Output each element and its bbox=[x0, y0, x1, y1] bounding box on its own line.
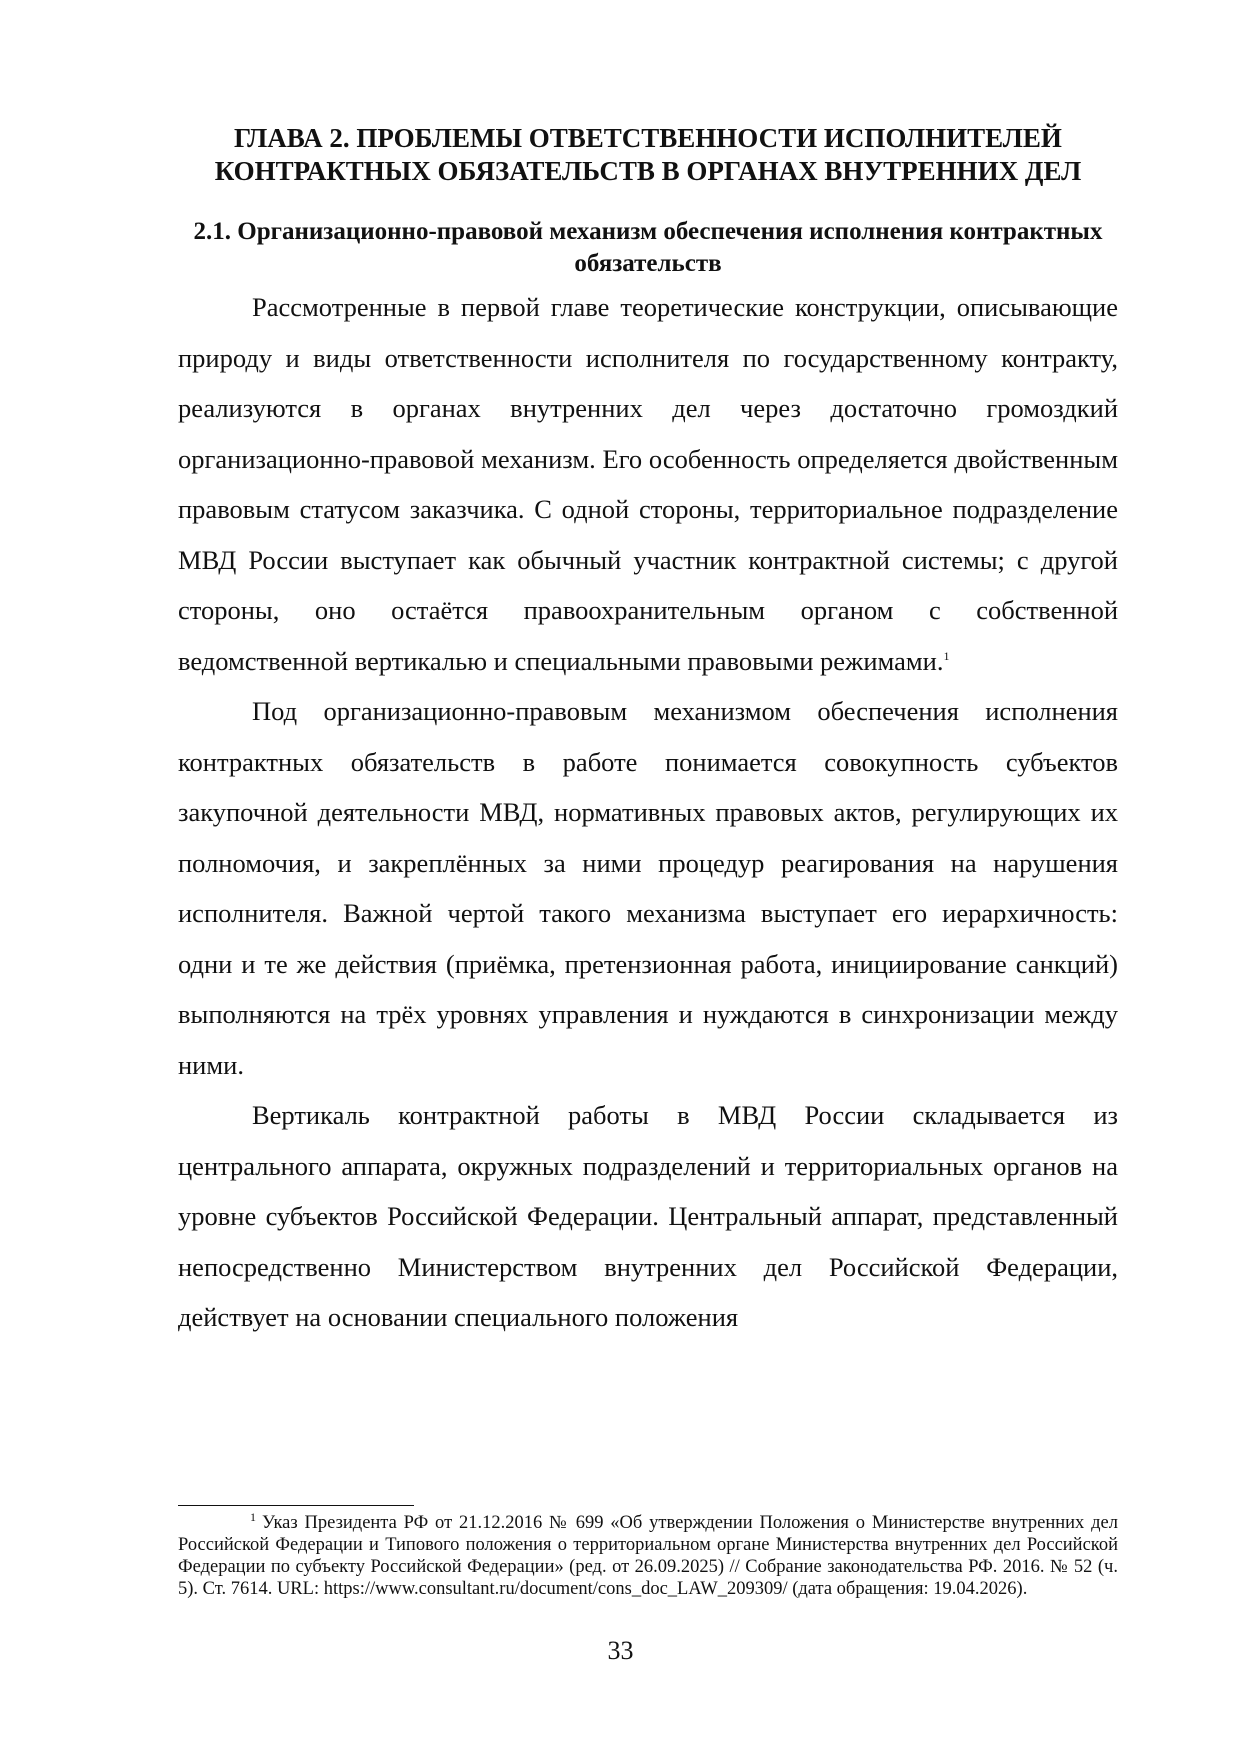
paragraph-1 bbox=[178, 282, 1118, 686]
section-title: 2.1. Организационно-правовой механизм обеспечения исполнения контрактных обязательств bbox=[193, 218, 1103, 277]
paragraph-2: Под организационно-правовым механизмом обеспечения исполнения контрактных обязательств в работе понимается совокупность субъектов закупочной деятельности МВД, нормативных правовых актов, регулирующих их полномочия, и закреплённых за ними процедур реагирования на нарушения исполнителя. Важной чертой такого механизма выступает его иерархичность: одни и те же действия (приёмка, претензионная работа, инициирование санкций) выполняются на трёх уровнях управления и нуждаются в синхронизации между ними. bbox=[178, 696, 1118, 1080]
footnote-mark: 1 bbox=[250, 1509, 256, 1524]
paragraph-3: Вертикаль контрактной работы в МВД России складывается из центрального аппарата, окружных подразделений и территориальных органов на уровне субъектов Российской Федерации. Центральный аппарат, представленный непосредственно Министерством внутренних дел Российской Федерации, действует на основании специального положения bbox=[178, 1100, 1118, 1332]
chapter-title: ГЛАВА 2. ПРОБЛЕМЫ ОТВЕТСТВЕННОСТИ ИСПОЛНИТЕЛЕЙ КОНТРАКТНЫХ ОБЯЗАТЕЛЬСТВ В ОРГАНАХ ВНУТРЕННИХ ДЕЛ bbox=[214, 123, 1082, 186]
page-number: 33 bbox=[607, 1636, 634, 1665]
footnote-text: Указ Президента РФ от 21.12.2016 № 699 «Об утверждении Положения о Министерстве внутренних дел Российской Федерации и Типового положения о территориальном органе Министерства внутренних дел Российской Федерации по субъекту Российской Федерации» (ред. от 26.09.2025) // Собрание законодательства РФ. 2016. № 52 (ч. 5). Ст. 7614. URL: https://www.consultant.ru/document/cons_doc_LAW_209309/ (дата обращения: 19.04.2026). bbox=[178, 1513, 1118, 1599]
paragraph-1-text: Рассмотренные в первой главе теоретические конструкции, описывающие природу и виды ответственности исполнителя по государственному контракту, реализуются в органах внутренних дел через достаточно громоздкий организационно-правовой механизм. Его особенность определяется двойственным правовым статусом заказчика. С одной стороны, территориальное подразделение МВД России выступает как обычный участник контрактной системы; с другой стороны, оно остаётся правоохранительным органом с собственной ведомственной вертикалью и специальными правовыми режимами. bbox=[178, 292, 1118, 676]
footnote-separator bbox=[178, 1505, 414, 1506]
page-body bbox=[178, 108, 1118, 1343]
footnote-reference[interactable]: 1 bbox=[943, 648, 950, 663]
footnote bbox=[178, 1509, 1118, 1600]
